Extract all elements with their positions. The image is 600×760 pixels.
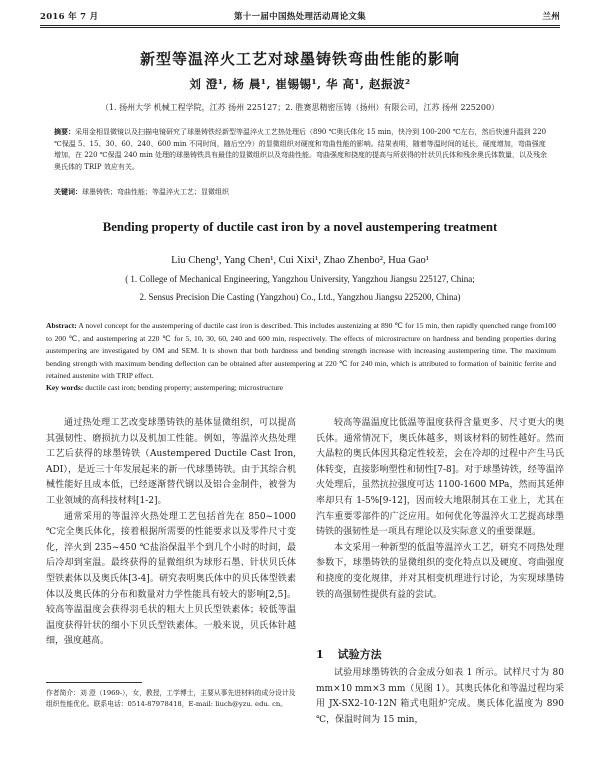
- paragraph-intro-1: 通过热处理工艺改变球墨铸铁的基体显微组织，可以提高其强韧性、磨损抗力以及机加工性能。例如，等温淬火热处理工艺后获得的球墨铸铁（Austempered Ductile Cast Iron, ADI），是近三十年发展起来的新一代球墨铸铁。由于其综合机械性能好且成本低，已经逐渐替代钢以及铝合金制件，被誉为工业领域的高科技材料[1-2]。: [46, 418, 296, 506]
- section-number: 1: [316, 648, 324, 661]
- affiliation-chinese: （1. 扬州大学 机械工程学院，江苏 扬州 225127；2. 胜赛思精密压铸（扬州）有限公司，江苏 扬州 225200）: [100, 103, 500, 112]
- header-location: 兰州: [542, 12, 560, 22]
- header-date: 2016 年 7 月: [40, 12, 99, 22]
- running-header: [40, 10, 560, 24]
- abstract-english: [46, 320, 556, 383]
- abstract-english-label: Abstract:: [46, 321, 77, 330]
- section-1-body: [316, 666, 564, 758]
- footnote-rule: [46, 682, 142, 683]
- keywords-english: [46, 382, 556, 394]
- header-rule-thin: [40, 27, 560, 28]
- affiliation-english-2: 2. Sensus Precision Die Casting (Yangzhou) Co., Ltd., Yangzhou Jiangsu 225200, China): [139, 292, 461, 302]
- section-title: 试验方法: [337, 648, 382, 661]
- affiliation-english-1: ( 1. College of Mechanical Engineering, Yangzhou University, Yangzhou Jiangsu 225127, China;: [125, 274, 475, 284]
- author-footnote: 作者简介：刘 澄（1969-），女，教授，工学博士，主要从事先进材料的成分设计及组织性能优化。联系电话：0514-87978418，E-mail: liuch@yzu. edu. cn。: [46, 689, 296, 708]
- keywords-chinese: [54, 186, 550, 198]
- title-chinese: 新型等温淬火工艺对球墨铸铁弯曲性能的影响: [139, 50, 460, 68]
- paragraph-intro-3: 较高等温温度比低温等温度获得含量更多、尺寸更大的奥氏体。通常情况下，奥氏体越多，则该材料的韧性越好。然而大晶粒的奥氏体因其稳定性较差，会在冷却的过程中产生马氏体转变，直接影响塑性和韧性[7-8]。对于球墨铸铁，经等温淬火处理后，虽然抗拉强度可达 1100-1600 MPa，然而其延伸率却只有 1-5%[9-12]，因而较大地限制其在工业上，尤其在汽车重要零部件的广泛应用。如何优化等温淬火工艺提高球墨铸铁的强韧性是一项具有理论以及实际意义的重要课题。: [316, 418, 564, 538]
- authors-english: Liu Cheng¹, Yang Chen¹, Cui Xixi¹, Zhao Zhenbo², Hua Gao¹: [171, 255, 429, 266]
- section-heading-1: [316, 646, 382, 662]
- abstract-english-text: A novel concept for the austempering of ductile cast iron is described. This includes austenizing at 890 ℃ for 15 min, then rapidly quenched range from100 to 200 ℃, and austempering at 220 ℃ for 5, 10, 30, 60, 240 and 600 min, respectively. The effects of microstructure on hardness and bending properties during austempering are investigated by OM and SEM. It is shown that both hardness and bending strength increase with increasing austempering time. The maximum bending strength with maximum bending deflection can be obtained after austempering at 220 ℃ for 240 min, which is attributed to formation of bainitic ferrite and retained austenite with TRIP effect.: [46, 321, 556, 381]
- abstract-chinese-label: 摘要：: [54, 127, 75, 136]
- paragraph-intro-2: 通常采用的等温淬火热处理工艺包括首先在 850~1000 ℃完全奥氏体化，接着根据所需要的性能要求以及零件尺寸变化，淬火到 235~450 ℃盐浴保温半个到几个小时的时间，最后冷却到室温。最终获得的显微组织为球形石墨、针状贝氏体型铁素体以及奥氏体[3-4]。研究表明奥氏体中的贝氏体型铁素体以及奥氏体的分布和数量对力学性能具有较大的影响[2,5]。较高等温温度会获得羽毛状的粗大上贝氏型铁素体；较低等温温度获得针状的细小下贝氏型铁素体。一般来说，贝氏体针越细，强度越高。: [46, 511, 296, 647]
- header-rule: [40, 25, 560, 26]
- keywords-chinese-text: 球墨铸铁；弯曲性能；等温淬火工艺；显微组织: [82, 188, 229, 196]
- abstract-chinese-text: 采用金相显微镜以及扫描电镜研究了球墨铸铁经新型等温淬火工艺热处理后（890 ℃奥氏体化 15 min，快冷到 100-200 ℃左右，然后快速升温到 220 ℃保温 5、15、30、60、240、600 min 不同时间，随后空冷）的显微组织对硬度和弯曲性能的影响。结果表明，随着等温时间的延长，硬度增加，弯曲强度增加，在 220 ℃保温 240 min 处理的球墨铸铁具有最佳的显微组织以及弯曲性能。弯曲强度和挠度的提高与所获得的针状贝氏体和残余奥氏体数量，以及残余奥氏体的 TRIP 效应有关。: [54, 128, 548, 171]
- paragraph-intro-4: 本文采用一种新型的低温等温淬火工艺，研究不同热处理参数下，球墨铸铁的显微组织的变化特点以及硬度、弯曲强度和挠度的变化规律，并对其相变机理进行讨论，为实现球墨铸铁的高强韧性提供有益的尝试。: [316, 542, 564, 600]
- paragraph-methods-1: 试验用球墨铸铁的合金成分如表 1 所示。试样尺寸为 80 mm×10 mm×3 mm（见图 1）。其奥氏体化和等温过程均采用 JX-SX2-10-12N 箱式电阻炉完成。奥氏体化温度为 890 ℃，保温时间为 15 min，: [316, 668, 564, 725]
- body-column-left: [46, 416, 296, 676]
- keywords-chinese-label: 关键词：: [54, 187, 82, 196]
- authors-chinese: 刘 澄¹, 杨 晨¹, 崔锡锡¹, 华 高¹, 赵振波²: [189, 77, 411, 91]
- keywords-english-text: ductile cast iron; bending property; austempering; microstructure: [85, 383, 284, 392]
- abstract-chinese: [54, 126, 550, 173]
- keywords-english-label: Key words:: [46, 383, 84, 392]
- header-proceedings: 第十一届中国热处理活动周论文集: [233, 12, 366, 22]
- title-english: Bending property of ductile cast iron by a novel austempering treatment: [102, 220, 498, 234]
